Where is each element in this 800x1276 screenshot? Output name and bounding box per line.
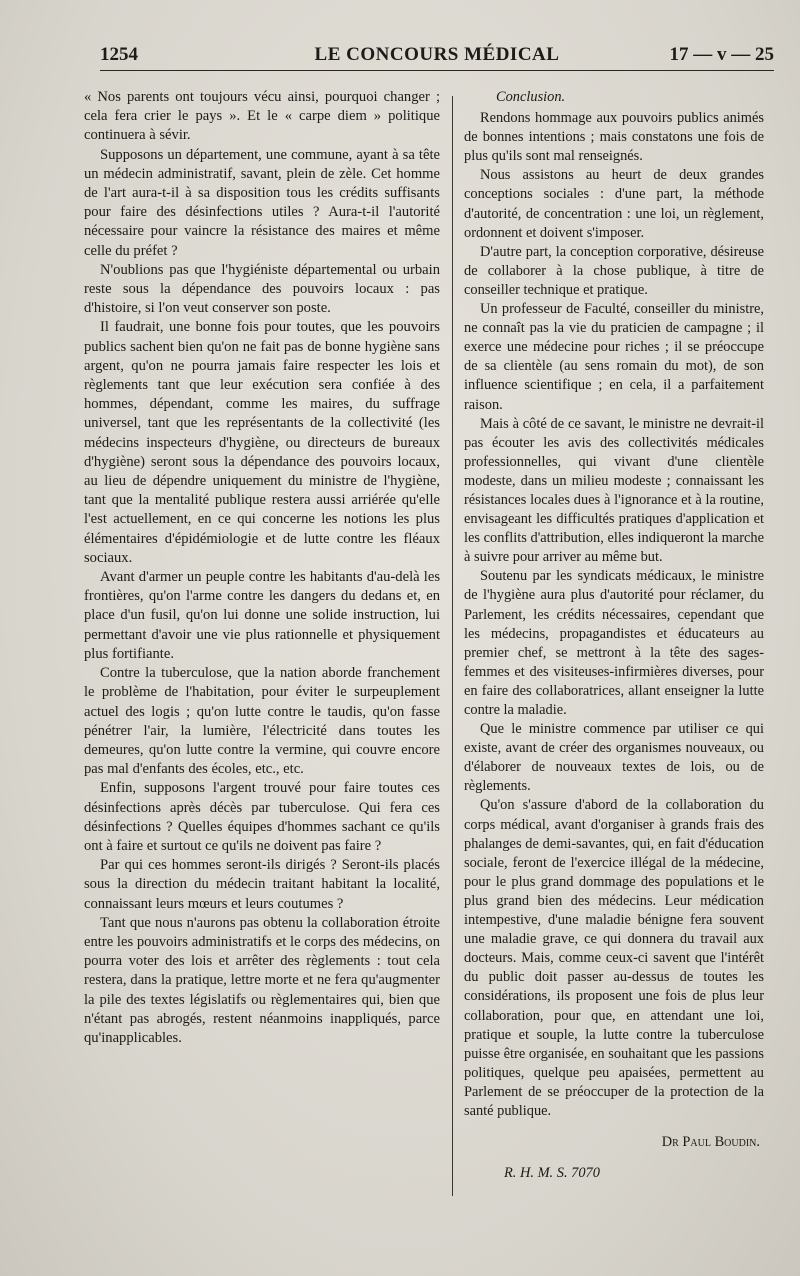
page-number: 1254 xyxy=(100,44,138,65)
paragraph: « Nos parents ont toujours vécu ainsi, pourquoi changer ; cela fera crier le pays ». Et le « carpe diem » politique continuera à sévir. xyxy=(84,89,440,144)
right-column xyxy=(464,88,764,1183)
column-divider xyxy=(452,96,453,1196)
paragraph: Que le ministre commence par utiliser ce qui existe, avant de créer des organismes nouveaux, ou d'élaborer de nouveaux textes de lois, ou de règlements. xyxy=(464,721,764,795)
paragraph: Soutenu par les syndicats médicaux, le ministre de l'hygiène aura plus d'autorité pour réclamer, du Parlement, les crédits nécessaires, cependant que les médecins, propagandistes et éducateurs au premier chef, se mettront à la tête des sages-femmes et des visiteuses-infirmières diverses, pour en faire des collaboratrices, allant enseigner la lutte contre la maladie. xyxy=(464,568,764,718)
paragraph: Il faudrait, une bonne fois pour toutes, que les pouvoirs publics sachent bien qu'on ne fait pas de bonne hygiène sans argent, qu'on ne pourra jamais faire respecter les lois et règlements tant que leur exécution sera confiée à des hommes, dépendant, comme les maires, du suffrage universel, tant que les représentants de la collectivité (les médecins inspecteurs d'hygiène, ou directeurs de bureaux d'hygiène) seront sous la dépendance des pouvoirs locaux, au lieu de dépendre uniquement du ministre de l'hygiène, tant que la mentalité publique restera aussi arriérée qu'elle l'est actuellement, en ce qui concerne les notions les plus élémentaires d'épidémiologie et de lutte contre les fléaux sociaux. xyxy=(84,319,440,566)
issue-date: 17 — v — 25 xyxy=(669,44,774,65)
journal-title: LE CONCOURS MÉDICAL xyxy=(314,44,560,65)
author-signature: Dr Paul Boudin. xyxy=(661,1134,760,1151)
paragraph: Avant d'armer un peuple contre les habitants d'au-delà les frontières, qu'on l'arme contre les dangers du dedans et, en place d'un fusil, qu'on lui donne une solide instruction, lui permettant d'avoir une vie plus rationnelle et physiquement plus fortifiante. xyxy=(84,569,440,662)
section-heading: Conclusion. xyxy=(496,89,566,105)
paragraph: Mais à côté de ce savant, le ministre ne devrait-il pas écouter les avis des collectivités médicales professionnelles, qui vivant d'une clientèle modeste, dans un milieu modeste ; connaissant les résistances locales dues à l'ignorance et à la routine, envisageant les difficultés pratiques d'application et les conflits d'attribution, elles indiqueront la marche à suivre pour arriver au même but. xyxy=(464,415,764,566)
header-rule xyxy=(100,70,774,71)
paragraph: D'autre part, la conception corporative, désireuse de collaborer à la chose publique, à titre de conseiller technique et pratique. xyxy=(464,243,764,298)
paragraph: Nous assistons au heurt de deux grandes conceptions sociales : d'une part, la méthode d'autorité, de concentration : une loi, un règlement, ordonnent et doivent s'imposer. xyxy=(464,167,764,241)
paragraph: Rendons hommage aux pouvoirs publics animés de bonnes intentions ; mais constatons une fois de plus qu'ils sont mal renseignés. xyxy=(464,110,764,165)
running-header xyxy=(100,44,774,70)
paragraph: Supposons un département, une commune, ayant à sa tête un médecin administratif, savant, plein de zèle. Cet homme de l'art aura-t-il à sa disposition tous les crédits suffisants pour faire des désinfections utiles ? Aura-t-il l'autorité nécessaire pour vaincre la résistance des maires et même celle du préfet ? xyxy=(84,146,440,259)
reference-code: R. H. M. S. 7070 xyxy=(504,1165,600,1182)
paragraph: Qu'on s'assure d'abord de la collaboration du corps médical, avant d'organiser à grands frais des phalanges de demi-savantes, qui, en fait d'éducation sociale, feront de l'exercice illégal de la médecine, pour le plus grand dommage des populations et le plus grand bien des médecins. Leur médication intempestive, d'une maladie bénigne fera souvent une maladie grave, ce qui donnera du travail aux docteurs. Mais, comme ceux-ci savent que l'intérêt du public doit passer au-dessus de toutes les considérations, ils proposent une fois de plus leur collaboration, pour que, en attendant une loi, pratique et souple, la lutte contre la tuberculose puisse être organisée, en souhaitant que les passions politiques, quelque peu apaisées, permettent au Parlement de se préoccuper de la protection de la santé publique. xyxy=(464,797,764,1119)
paragraph: N'oublions pas que l'hygiéniste départemental ou urbain reste sous la dépendance des pouvoirs locaux : pas d'histoire, si l'on veut conserver son poste. xyxy=(84,261,440,317)
paragraph: Enfin, supposons l'argent trouvé pour faire toutes ces désinfections après décès par tuberculose. Qui fera ces désinfections ? Quelles équipes d'hommes sachant ce qu'ils ont à faire et surtout ce qu'ils ne doivent pas faire ? xyxy=(84,780,440,854)
paragraph: Un professeur de Faculté, conseiller du ministre, ne connaît pas la vie du praticien de campagne ; il exerce une médecine pour riches ; il se préoccupe de sa clientèle (au sens romain du mot), de son influence scientifique ; en cela, il a parfaitement raison. xyxy=(464,301,764,413)
paragraph: Contre la tuberculose, que la nation aborde franchement le problème de l'habitation, pour éviter le surpeuplement actuel des logis ; qu'on lutte contre le taudis, qu'on fasse pénétrer l'air, la lumière, l'électricité dans toutes les demeures, qu'on lutte contre la vermine, qui couvre encore pas mal d'enfants des écoles, etc., etc. xyxy=(84,665,440,778)
left-column xyxy=(84,88,440,1048)
paragraph: Par qui ces hommes seront-ils dirigés ? Seront-ils placés sous la direction du médecin traitant habitant la localité, connaissant leurs mœurs et leurs coutumes ? xyxy=(84,857,440,912)
paragraph: Tant que nous n'aurons pas obtenu la collaboration étroite entre les pouvoirs administratifs et le corps des médecins, on pourra voter des lois et arrêter des règlements : tout cela restera, dans la pratique, lettre morte et ne fera qu'augmenter la pile des textes législatifs ou règlementaires qui, bien que n'étant pas abrogés, restent néanmoins inappliqués, parce qu'inapplicables. xyxy=(84,914,440,1046)
